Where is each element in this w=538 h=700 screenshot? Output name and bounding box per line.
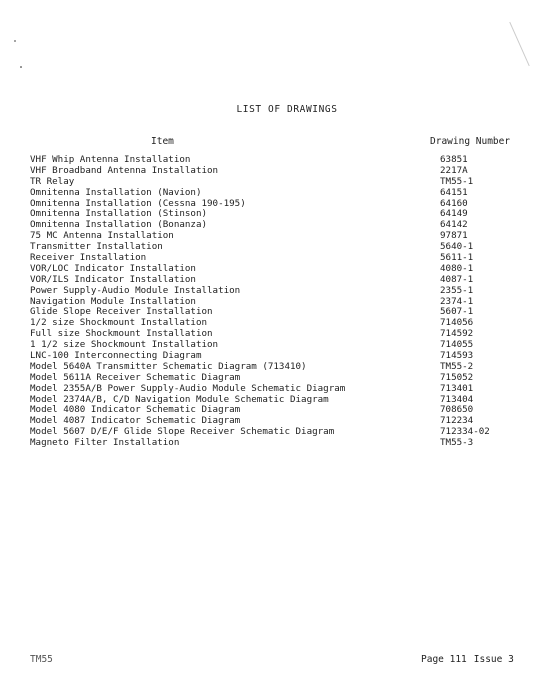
drawing-number: 63851: [440, 154, 468, 165]
drawing-item-name: VOR/ILS Indicator Installation: [30, 273, 196, 285]
footer-page-number: Page 111: [421, 654, 467, 665]
drawing-item-name: Omnitenna Installation (Stinson): [30, 208, 208, 220]
column-header-drawing-number: Drawing Number: [430, 136, 511, 147]
drawing-item-name: Model 2374A/B, C/D Navigation Module Schematic Diagram: [30, 393, 329, 405]
drawing-number: 2374-1: [440, 295, 474, 307]
drawing-number: 64160: [440, 197, 468, 209]
drawing-item-name: Omnitenna Installation (Navion): [30, 186, 202, 198]
drawing-number: 712334-02: [440, 426, 490, 438]
drawing-item-name: Omnitenna Installation (Bonanza): [30, 219, 208, 231]
drawing-number: 714592: [440, 328, 474, 340]
list-item: [30, 384, 510, 395]
drawing-number: 64149: [440, 208, 468, 220]
drawing-number: 2217A: [440, 164, 468, 176]
drawing-item-name: Power Supply-Audio Module Installation: [30, 284, 241, 296]
drawing-item-name: 75 MC Antenna Installation: [30, 230, 174, 242]
drawing-item-name: VOR/LOC Indicator Installation: [30, 262, 196, 274]
drawing-item-name: TR Relay: [30, 175, 75, 187]
drawing-number: 64151: [440, 186, 468, 198]
drawing-item-name: Model 5611A Receiver Schematic Diagram: [30, 371, 241, 383]
drawing-number: 714593: [440, 350, 474, 362]
drawings-list: [30, 155, 510, 449]
drawing-number: 5611-1: [440, 252, 474, 264]
scan-speck: [20, 66, 22, 68]
drawing-number: 713401: [440, 382, 474, 394]
list-item: [30, 438, 510, 449]
drawing-number: 97871: [440, 230, 468, 242]
drawing-number: 713404: [440, 393, 474, 405]
drawing-number: 4087-1: [440, 273, 474, 285]
drawing-number: TM55-2: [440, 360, 474, 372]
drawing-number: TM55-1: [440, 175, 474, 187]
drawing-number: 714056: [440, 317, 474, 329]
footer-issue: Issue 3: [473, 654, 514, 665]
drawing-item-name: Magneto Filter Installation: [30, 437, 180, 449]
drawing-item-name: Navigation Module Installation: [30, 295, 196, 307]
drawing-number: 708650: [440, 404, 474, 416]
list-item: [30, 286, 510, 297]
scan-speck: [14, 40, 16, 42]
drawing-item-name: Omnitenna Installation (Cessna 190-195): [30, 197, 246, 209]
drawing-item-name: Full size Shockmount Installation: [30, 328, 213, 340]
drawing-item-name: Model 4080 Indicator Schematic Diagram: [30, 404, 241, 416]
footer-doc-code: TM55: [30, 654, 53, 665]
drawing-item-name: Model 2355A/B Power Supply-Audio Module Schematic Diagram: [30, 382, 346, 394]
drawing-item-name: Receiver Installation: [30, 252, 147, 264]
drawing-item-name: Glide Slope Receiver Installation: [30, 306, 213, 318]
drawing-number: 714055: [440, 339, 474, 351]
drawing-item-name: 1 1/2 size Shockmount Installation: [30, 339, 219, 351]
drawing-number: 4080-1: [440, 262, 474, 274]
drawing-number: 715052: [440, 371, 474, 383]
drawing-item-name: LNC-100 Interconnecting Diagram: [30, 350, 202, 362]
drawing-number: TM55-3: [440, 437, 474, 449]
drawing-item-name: Model 5607 D/E/F Glide Slope Receiver Schematic Diagram: [30, 426, 335, 438]
drawing-number: 64142: [440, 219, 468, 231]
list-item: [30, 166, 510, 177]
page-title: LIST OF DRAWINGS: [236, 104, 338, 115]
drawing-item-name: Model 5640A Transmitter Schematic Diagram (713410): [30, 360, 307, 372]
list-item: [30, 188, 510, 199]
drawing-number: 712234: [440, 415, 474, 427]
drawing-number: 5640-1: [440, 241, 474, 253]
drawing-item-name: VHF Whip Antenna Installation: [30, 154, 191, 165]
drawing-item-name: VHF Broadband Antenna Installation: [30, 164, 219, 176]
drawing-item-name: Transmitter Installation: [30, 241, 163, 253]
drawing-number: 2355-1: [440, 284, 474, 296]
column-header-item: Item: [151, 136, 174, 147]
drawing-item-name: 1/2 size Shockmount Installation: [30, 317, 208, 329]
drawing-item-name: Model 4087 Indicator Schematic Diagram: [30, 415, 241, 427]
footer-page-info: [421, 654, 514, 665]
page-fold-mark: [509, 22, 529, 66]
drawing-number: 5607-1: [440, 306, 474, 318]
